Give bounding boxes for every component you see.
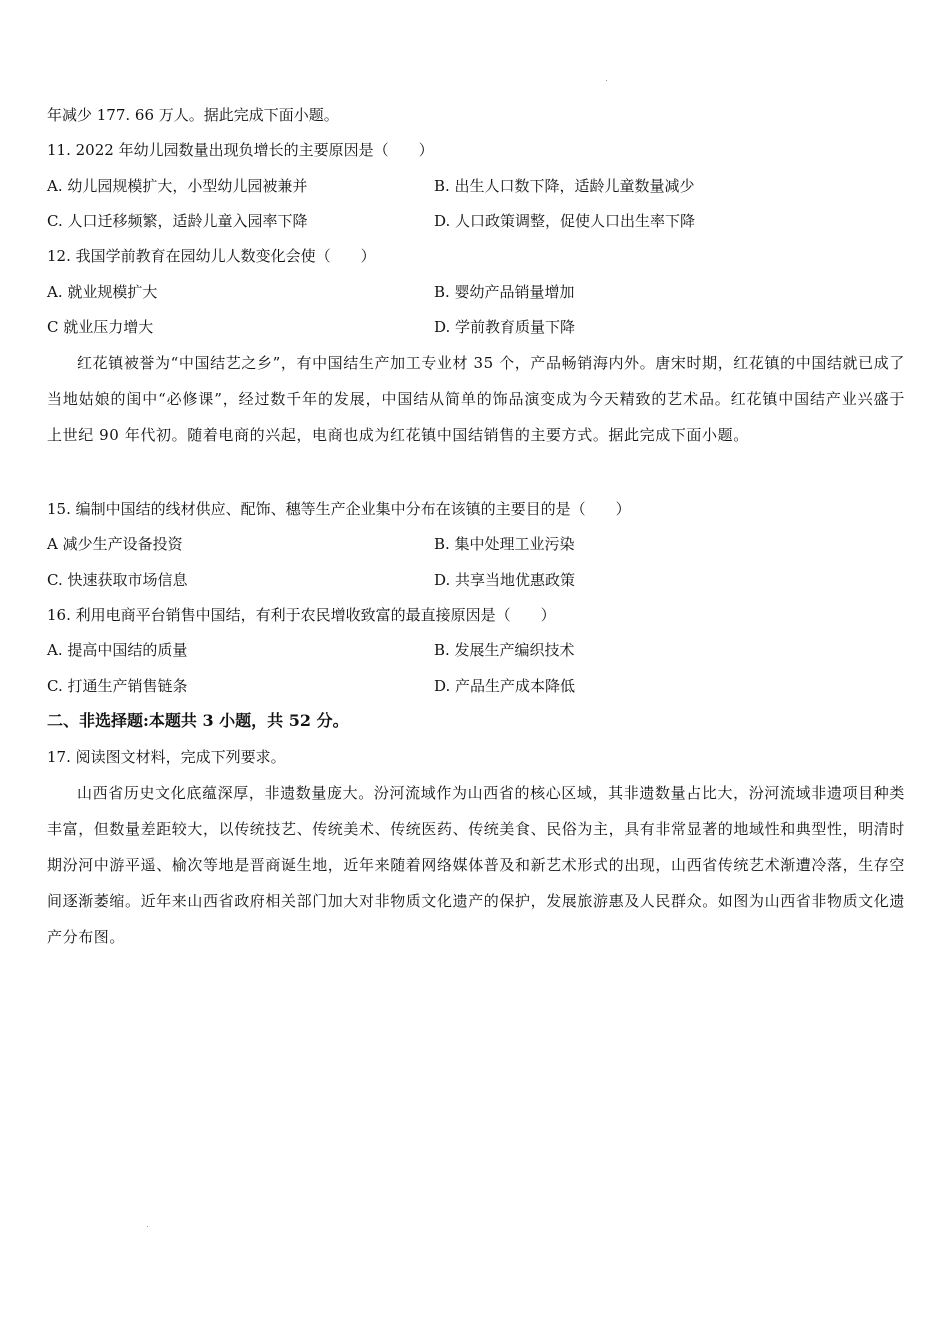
- question-16-stem: 16. 利用电商平台销售中国结，有利于农民增收致富的最直接原因是（ ）: [47, 606, 556, 624]
- question-16-option-c: C. 打通生产销售链条: [47, 677, 188, 695]
- question-12-option-b: B. 婴幼产品销量增加: [434, 283, 575, 301]
- question-15-option-b: B. 集中处理工业污染: [434, 535, 575, 553]
- passage-honghua: 红花镇被誉为“中国结艺之乡”，有中国结生产加工专业材 35 个，产品畅销海内外。唐宋时期，红花镇的中国结就已成了当地姑娘的闺中“必修课”，经过数千年的发展，中国结从简单的饰品演变成为今天精致的艺术品。红花镇中国结产业兴盛于上世纪 90 年代初。随着电商的兴起，电商也成为红花镇中国结销售的主要方式。据此完成下面小题。: [47, 354, 905, 444]
- question-15-option-c: C. 快速获取市场信息: [47, 571, 188, 589]
- question-12-option-a: A. 就业规模扩大: [47, 283, 158, 301]
- question-15-option-d: D. 共享当地优惠政策: [434, 571, 576, 589]
- section-2-title: 二、非选择题:本题共 3 小题，共 52 分。: [47, 711, 349, 730]
- question-16-option-a: A. 提高中国结的质量: [47, 641, 188, 659]
- question-16-option-d: D. 产品生产成本降低: [434, 677, 576, 695]
- passage-shanxi: 山西省历史文化底蕴深厚，非遗数量庞大。汾河流域作为山西省的核心区域，其非遗数量占比大，汾河流域非遗项目种类丰富，但数量差距较大，以传统技艺、传统美术、传统医药、传统美食、民俗为主，具有非常显著的地域性和典型性，明清时期汾河中游平遥、榆次等地是晋商诞生地，近年来随着网络媒体普及和新艺术形式的出现，山西省传统艺术渐遭冷落，生存空间逐渐萎缩。近年来山西省政府相关部门加大对非物质文化遗产的保护，发展旅游惠及人民群众。如图为山西省非物质文化遗产分布图。: [47, 784, 906, 946]
- question-11-option-d: D. 人口政策调整，促使人口出生率下降: [434, 212, 696, 230]
- scan-dot: [147, 1226, 148, 1227]
- question-11-option-b: B. 出生人口数下降，适龄儿童数量减少: [434, 177, 695, 195]
- question-12-option-d: D. 学前教育质量下降: [434, 318, 576, 336]
- question-12-option-c: C 就业压力增大: [47, 318, 154, 336]
- intro-tail: 年减少 177. 66 万人。据此完成下面小题。: [47, 106, 339, 124]
- question-11-stem: 11. 2022 年幼儿园数量出现负增长的主要原因是（ ）: [47, 141, 434, 159]
- question-16-option-b: B. 发展生产编织技术: [434, 641, 575, 659]
- question-17-stem: 17. 阅读图文材料，完成下列要求。: [47, 748, 286, 766]
- question-11-option-a: A. 幼儿园规模扩大，小型幼儿园被兼并: [47, 177, 308, 195]
- question-15-stem: 15. 编制中国结的线材供应、配饰、穗等生产企业集中分布在该镇的主要目的是（ ）: [47, 500, 631, 518]
- question-15-option-a: A 减少生产设备投资: [47, 535, 183, 553]
- scan-dot: [606, 80, 607, 81]
- question-11-option-c: C. 人口迁移频繁，适龄儿童入园率下降: [47, 212, 308, 230]
- question-12-stem: 12. 我国学前教育在园幼儿人数变化会使（ ）: [47, 247, 376, 265]
